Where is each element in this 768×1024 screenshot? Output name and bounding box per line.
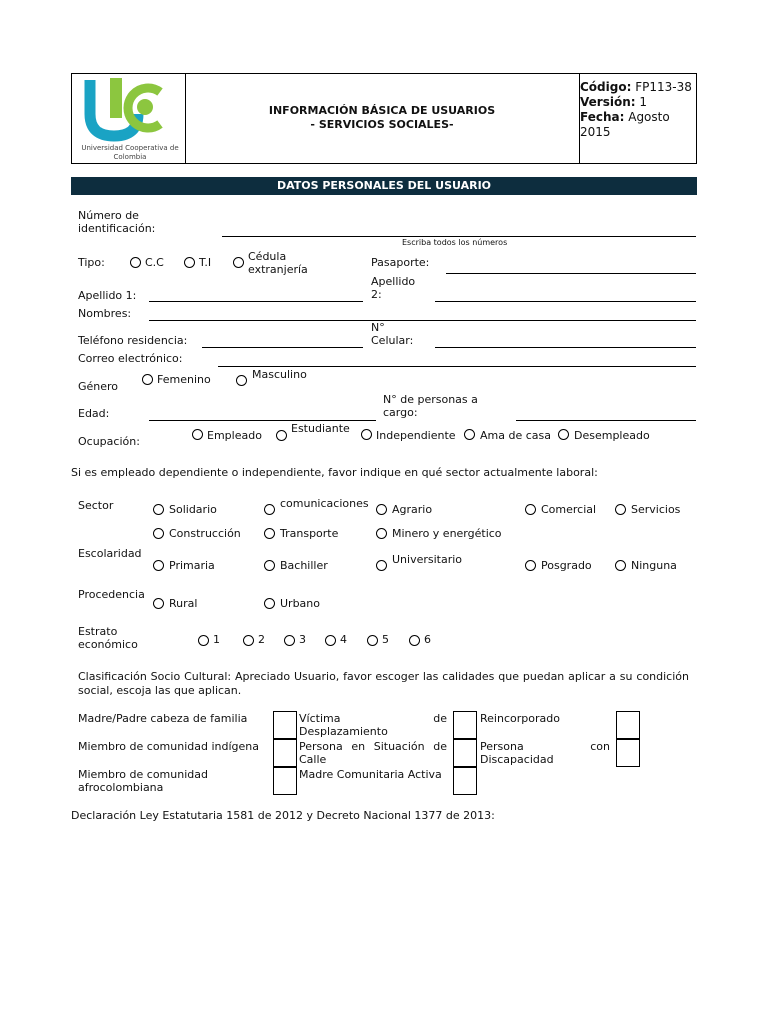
estrato-label: Estrato económico xyxy=(78,625,138,651)
telefono-field[interactable] xyxy=(202,347,363,348)
radio-estrato-4-label: 4 xyxy=(340,633,347,646)
pasaporte-field[interactable] xyxy=(446,273,696,274)
radio-comercial-label: Comercial xyxy=(541,503,597,516)
checkbox-madre-comunitaria[interactable] xyxy=(453,767,477,795)
radio-independiente[interactable] xyxy=(361,429,372,440)
radio-solidario-label: Solidario xyxy=(169,503,217,516)
celular-label: N° Celular: xyxy=(371,321,414,347)
clasificacion-text: Clasificación Socio Cultural: Apreciado Usuario, favor escoger las calidades que puedan aplicar a su condición social, escoja las que aplican. xyxy=(78,670,689,697)
radio-ama-de-casa[interactable] xyxy=(464,429,475,440)
clasif-madre-padre-label: Madre/Padre cabeza de familia xyxy=(78,712,248,725)
radio-ninguna-label: Ninguna xyxy=(631,559,677,572)
radio-estudiante-label: Estudiante xyxy=(291,422,350,435)
procedencia-label: Procedencia xyxy=(78,588,145,601)
radio-posgrado[interactable] xyxy=(525,560,536,571)
clasif-reincorporado-label: Reincorporado xyxy=(480,712,560,725)
radio-universitario[interactable] xyxy=(376,560,387,571)
radio-ti[interactable] xyxy=(184,257,195,268)
correo-field[interactable] xyxy=(218,366,696,367)
logo-cell xyxy=(72,74,186,163)
radio-estrato-6-label: 6 xyxy=(424,633,431,646)
radio-estrato-2-label: 2 xyxy=(258,633,265,646)
date-row: Fecha: Agosto 2015 xyxy=(580,110,670,139)
clasif-calle-label: Persona en Situación de Calle xyxy=(299,740,447,766)
radio-minero-label: Minero y energético xyxy=(392,527,502,540)
radio-construccion[interactable] xyxy=(153,528,164,539)
radio-servicios[interactable] xyxy=(615,504,626,515)
id-number-hint: Escriba todos los números xyxy=(402,238,508,247)
date-value: Agosto 2015 xyxy=(580,110,670,139)
edad-label: Edad: xyxy=(78,407,110,420)
radio-transporte-label: Transporte xyxy=(280,527,339,540)
clasif-madre-comunitaria-label: Madre Comunitaria Activa xyxy=(299,768,442,781)
personas-cargo-label: N° de personas a cargo: xyxy=(383,393,478,419)
correo-label: Correo electrónico: xyxy=(78,352,183,365)
radio-empleado-label: Empleado xyxy=(207,429,262,442)
checkbox-victima[interactable] xyxy=(453,711,477,739)
checkbox-indigena[interactable] xyxy=(273,739,297,767)
radio-masculino[interactable] xyxy=(236,375,247,386)
radio-femenino-label: Femenino xyxy=(157,373,211,386)
radio-rural-label: Rural xyxy=(169,597,198,610)
edad-field[interactable] xyxy=(149,420,376,421)
radio-servicios-label: Servicios xyxy=(631,503,681,516)
nombres-label: Nombres: xyxy=(78,307,132,320)
personas-cargo-field[interactable] xyxy=(516,420,696,421)
radio-posgrado-label: Posgrado xyxy=(541,559,592,572)
radio-ama-de-casa-label: Ama de casa xyxy=(480,429,551,442)
radio-cedula-extranjeria-label: Cédula extranjería xyxy=(248,250,308,276)
escolaridad-label: Escolaridad xyxy=(78,547,142,560)
radio-rural[interactable] xyxy=(153,598,164,609)
radio-transporte[interactable] xyxy=(264,528,275,539)
sector-question: Si es empleado dependiente o independiente, favor indique en qué sector actualmente laboral: xyxy=(71,466,598,479)
pasaporte-label: Pasaporte: xyxy=(371,256,430,269)
radio-estrato-3-label: 3 xyxy=(299,633,306,646)
document-title xyxy=(185,104,579,132)
radio-comercial[interactable] xyxy=(525,504,536,515)
radio-estrato-5[interactable] xyxy=(367,635,378,646)
clasif-indigena-label: Miembro de comunidad indígena xyxy=(78,740,259,753)
radio-masculino-label: Masculino xyxy=(252,368,307,381)
radio-primaria[interactable] xyxy=(153,560,164,571)
radio-primaria-label: Primaria xyxy=(169,559,215,572)
radio-estrato-1-label: 1 xyxy=(213,633,220,646)
declaracion-text: Declaración Ley Estatutaria 1581 de 2012 y Decreto Nacional 1377 de 2013: xyxy=(71,809,495,822)
telefono-label: Teléfono residencia: xyxy=(78,334,188,347)
radio-independiente-label: Independiente xyxy=(376,429,456,442)
tipo-label: Tipo: xyxy=(78,256,105,269)
radio-estudiante[interactable] xyxy=(276,430,287,441)
radio-universitario-label: Universitario xyxy=(392,553,463,566)
radio-comunicaciones-label: comunicaciones xyxy=(280,497,369,510)
header-table xyxy=(71,73,697,164)
clasif-discapacidad-label: Persona con Discapacidad xyxy=(480,740,610,766)
radio-cedula-extranjeria[interactable] xyxy=(233,257,244,268)
checkbox-reincorporado[interactable] xyxy=(616,711,640,739)
radio-construccion-label: Construcción xyxy=(169,527,241,540)
radio-comunicaciones[interactable] xyxy=(264,504,275,515)
radio-solidario[interactable] xyxy=(153,504,164,515)
apellido2-field[interactable] xyxy=(435,301,696,302)
title-line-1: INFORMACIÓN BÁSICA DE USUARIOS xyxy=(268,104,496,117)
title-line-2: - SERVICIOS SOCIALES- xyxy=(310,118,454,131)
logo-caption: Universidad Cooperativa de Colombia xyxy=(81,144,179,161)
nombres-field[interactable] xyxy=(149,320,696,321)
radio-desempleado[interactable] xyxy=(558,429,569,440)
radio-bachiller[interactable] xyxy=(264,560,275,571)
version-value: 1 xyxy=(639,95,647,109)
code-row: Código: FP113-38 xyxy=(580,80,692,94)
radio-empleado[interactable] xyxy=(192,429,203,440)
radio-estrato-1[interactable] xyxy=(198,635,209,646)
checkbox-madre-padre[interactable] xyxy=(273,711,297,739)
clasif-victima-label: Víctima de Desplazamiento xyxy=(299,712,447,738)
radio-estrato-3[interactable] xyxy=(284,635,295,646)
genero-label: Género xyxy=(78,380,119,393)
radio-cc[interactable] xyxy=(130,257,141,268)
radio-femenino[interactable] xyxy=(142,374,153,385)
radio-agrario[interactable] xyxy=(376,504,387,515)
radio-cc-label: C.C xyxy=(145,256,164,269)
radio-estrato-4[interactable] xyxy=(325,635,336,646)
document-meta xyxy=(580,80,692,140)
radio-bachiller-label: Bachiller xyxy=(280,559,328,572)
sector-label: Sector xyxy=(78,499,114,512)
code-value: FP113-38 xyxy=(635,80,692,94)
radio-urbano-label: Urbano xyxy=(280,597,320,610)
apellido2-label: Apellido 2: xyxy=(371,275,416,301)
celular-field[interactable] xyxy=(435,347,696,348)
radio-agrario-label: Agrario xyxy=(392,503,433,516)
radio-minero[interactable] xyxy=(376,528,387,539)
radio-estrato-6[interactable] xyxy=(409,635,420,646)
radio-estrato-2[interactable] xyxy=(243,635,254,646)
radio-urbano[interactable] xyxy=(264,598,275,609)
clasif-afro-label: Miembro de comunidad afrocolombiana xyxy=(78,768,208,794)
checkbox-discapacidad[interactable] xyxy=(616,739,640,767)
apellido1-label: Apellido 1: xyxy=(78,289,137,302)
apellido1-field[interactable] xyxy=(149,301,363,302)
radio-desempleado-label: Desempleado xyxy=(574,429,650,442)
version-row: Versión: 1 xyxy=(580,95,647,109)
id-number-label: Número de identificación: xyxy=(78,209,156,235)
radio-estrato-5-label: 5 xyxy=(382,633,389,646)
ocupacion-label: Ocupación: xyxy=(78,435,140,448)
checkbox-afro[interactable] xyxy=(273,767,297,795)
checkbox-calle[interactable] xyxy=(453,739,477,767)
radio-ninguna[interactable] xyxy=(615,560,626,571)
radio-ti-label: T.I xyxy=(199,256,212,269)
section-banner: DATOS PERSONALES DEL USUARIO xyxy=(71,177,697,195)
